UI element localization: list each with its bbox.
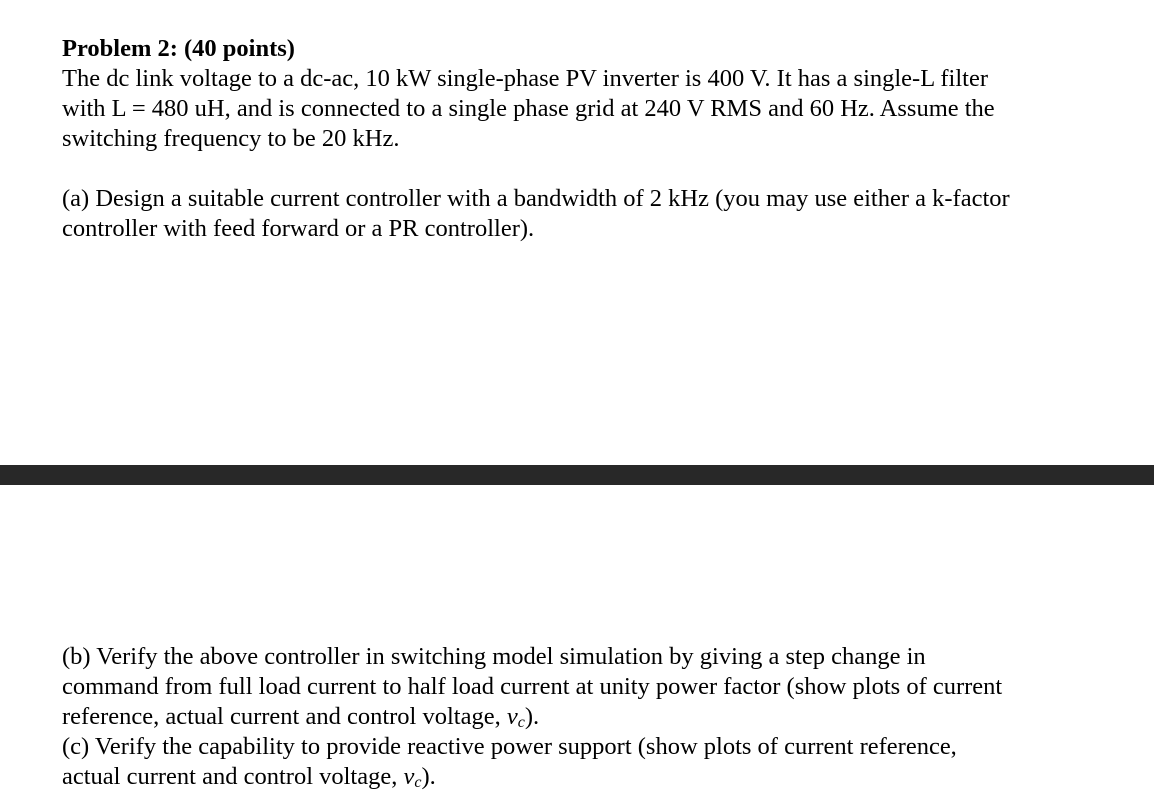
intro-line-1: The dc link voltage to a dc-ac, 10 kW single-phase PV inverter is 400 V. It has a single-L filter [62,65,989,92]
part-c-line-2-end: ). [421,763,436,790]
part-c-line-2 [62,762,1142,792]
problem-heading: Problem 2: (40 points) [62,35,295,62]
part-c-line-2-text: actual current and control voltage, [62,763,404,790]
intro-line-3: switching frequency to be 20 kHz. [62,125,400,152]
part-a-line-1: (a) Design a suitable current controller with a bandwidth of 2 kHz (you may use either a k-factor [62,185,1010,212]
section-divider [0,465,1154,485]
part-b-line-1: (b) Verify the above controller in switching model simulation by giving a step change in [62,643,926,670]
part-c [62,732,1142,792]
part-b-line-3-end: ). [524,703,540,730]
part-b-line-3 [62,702,1142,732]
part-a [62,184,1142,244]
part-b-line-3-text: reference, actual current and control voltage, [62,703,507,730]
intro-line-2: with L = 480 uH, and is connected to a single phase grid at 240 V RMS and 60 Hz. Assume the [62,95,995,122]
part-b [62,642,1142,732]
control-voltage-symbol: vc [506,703,525,731]
control-voltage-symbol: vc [403,763,422,791]
part-c-line-1: (c) Verify the capability to provide reactive power support (show plots of current reference, [62,733,957,760]
part-a-line-2: controller with feed forward or a PR controller). [62,215,535,242]
problem-statement [62,34,1142,154]
part-b-line-2: command from full load current to half load current at unity power factor (show plots of current [62,673,1003,700]
